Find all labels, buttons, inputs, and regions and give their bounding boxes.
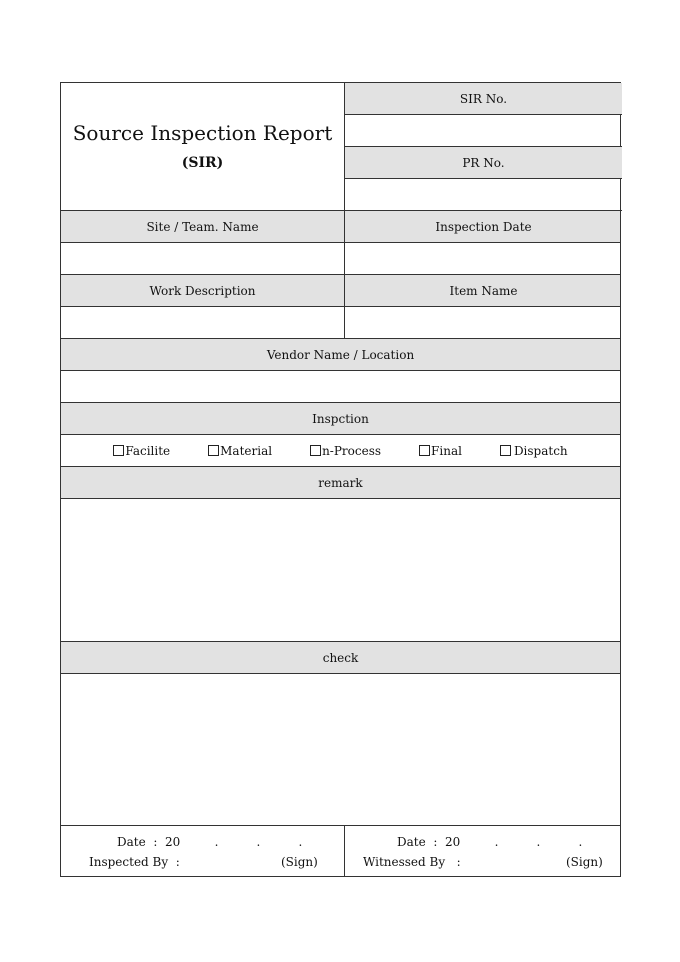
inspection-options-row [61,435,620,467]
option-facilite[interactable]: Facilite [113,444,170,458]
inspection-options [113,444,567,458]
remark-field[interactable] [61,499,620,641]
site-date-label-row [61,211,620,243]
checkbox-icon[interactable] [419,445,430,456]
inspection-label: Inspction [312,411,369,426]
item-name-field[interactable] [345,307,622,338]
inspected-by-block[interactable] [61,826,345,877]
site-team-label: Site / Team. Name [61,211,345,242]
signature-row [61,826,620,877]
work-item-value-row [61,307,620,339]
inspection-date-field[interactable] [345,243,622,274]
vendor-label-row [61,339,620,371]
work-description-field[interactable] [61,307,345,338]
checkbox-icon[interactable] [208,445,219,456]
site-date-value-row [61,243,620,275]
witnessed-by-label: Witnessed By : [363,855,461,869]
check-field[interactable] [61,674,620,825]
check-area [61,674,620,826]
inspected-sign: (Sign) [281,855,318,869]
sir-no-field[interactable] [345,115,622,147]
option-material[interactable]: Material [208,444,272,458]
witnessed-sign: (Sign) [566,855,603,869]
witnessed-date: Date : 20 . . . [397,835,583,849]
option-dispatch[interactable]: Dispatch [500,444,568,458]
option-in-process[interactable]: n-Process [310,444,381,458]
remark-label: remark [318,475,363,490]
item-name-label: Item Name [449,283,518,298]
checkbox-icon[interactable] [310,445,321,456]
witnessed-by-block[interactable] [345,826,622,877]
option-final[interactable]: Final [419,444,462,458]
inspection-report-form [60,82,621,877]
check-label: check [322,650,359,665]
check-label-row [61,642,620,674]
vendor-field[interactable] [61,371,620,402]
title-block [61,83,345,211]
checkbox-icon[interactable] [500,445,511,456]
work-description-label: Work Description [61,275,345,306]
report-title: Source Inspection Report [72,121,333,145]
inspected-date: Date : 20 . . . [117,835,303,849]
pr-no-field[interactable] [345,179,622,211]
remark-area [61,499,620,642]
vendor-label: Vendor Name / Location [266,347,415,362]
checkbox-icon[interactable] [113,445,124,456]
remark-label-row [61,467,620,499]
site-team-field[interactable] [61,243,345,274]
vendor-value-row [61,371,620,403]
sir-no-label: SIR No. [345,83,622,115]
work-item-label-row [61,275,620,307]
report-subtitle: (SIR) [181,155,224,171]
inspection-label-row [61,403,620,435]
inspected-by-label: Inspected By : [89,855,180,869]
pr-no-label: PR No. [345,147,622,179]
inspection-date-label: Inspection Date [435,219,532,234]
